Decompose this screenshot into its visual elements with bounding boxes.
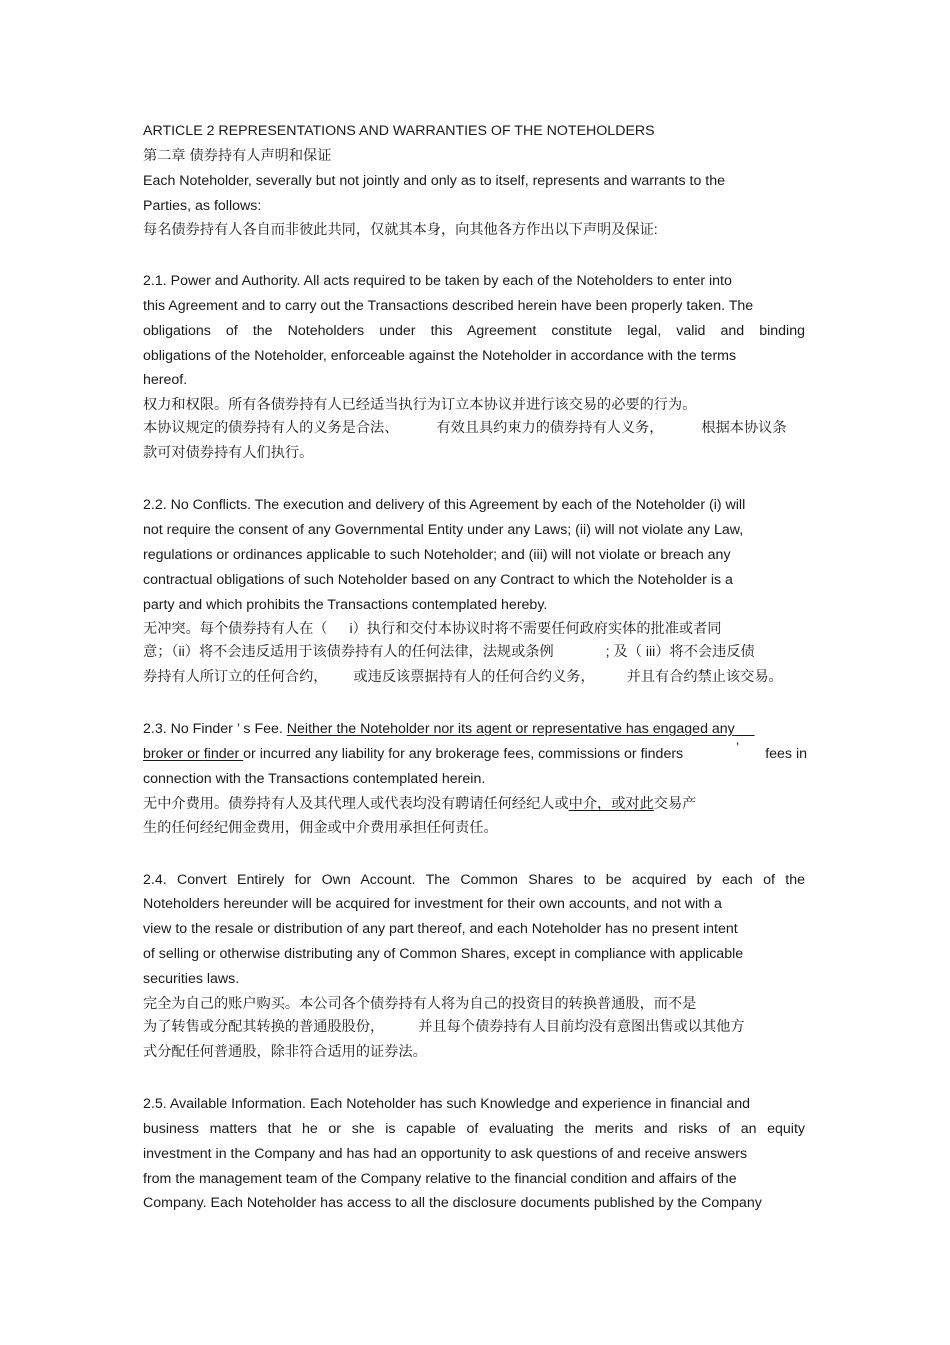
article-title-zh: 第二章 债券持有人声明和保证 bbox=[143, 148, 332, 164]
s22-zh-line-3-c: 并且有合约禁止该交易。 bbox=[626, 669, 783, 685]
s22-en-line-3: regulations or ordinances applicable to such Noteholder; and (iii) will not violate or breach any bbox=[143, 547, 731, 563]
s25-en-line-5: Company. Each Noteholder has access to all the disclosure documents published by the Company bbox=[143, 1195, 762, 1211]
s23-zh-line-1-a: 无中介费用。债券持有人及其代理人或代表均没有聘请任何经纪人或 bbox=[143, 796, 569, 812]
s23-en-line-3: connection with the Transactions contemplated herein. bbox=[143, 771, 486, 787]
s22-en-line-5: party and which prohibits the Transactions contemplated hereby. bbox=[143, 597, 548, 613]
s21-en-line-3: obligations of the Noteholders under this Agreement constitute legal, valid and binding bbox=[143, 323, 805, 339]
s24-zh-line-2 bbox=[143, 1018, 745, 1036]
s24-en-line-2: Noteholders hereunder will be acquired for investment for their own accounts, and not with a bbox=[143, 896, 722, 912]
s22-zh-line-3-b: 或违反该票据持有人的任何合约义务， bbox=[353, 669, 595, 685]
s22-zh-line-1-a: 无冲突。每个债券持有人在（ bbox=[143, 621, 328, 637]
s25-en-line-2: business matters that he or she is capable of evaluating the merits and risks of an equity bbox=[143, 1121, 805, 1137]
intro-en-line-1: Each Noteholder, severally but not jointly and only as to itself, represents and warrants to the bbox=[143, 173, 726, 189]
s21-en-line-4: obligations of the Noteholder, enforceable against the Noteholder in accordance with the terms bbox=[143, 348, 737, 364]
s22-zh-line-2 bbox=[143, 643, 755, 661]
article-title-en: ARTICLE 2 REPRESENTATIONS AND WARRANTIES OF THE NOTEHOLDERS bbox=[143, 123, 655, 139]
s22-zh-line-2-a: 意；（ii）将不会违反适用于该债券持有人的任何法律，法规或条例 bbox=[143, 644, 554, 660]
s24-en-line-1: 2.4. Convert Entirely for Own Account. The Common Shares to be acquired by each of the bbox=[143, 872, 805, 888]
s23-zh-line-1 bbox=[143, 795, 696, 813]
s23-en-line-2 bbox=[143, 740, 807, 763]
s24-en-line-3: view to the resale or distribution of any part thereof, and each Noteholder has no present intent bbox=[143, 921, 738, 937]
s24-en-line-5: securities laws. bbox=[143, 971, 240, 987]
s25-en-line-4: from the management team of the Company relative to the financial condition and affairs of the bbox=[143, 1171, 737, 1187]
s22-zh-line-3 bbox=[143, 668, 783, 686]
s23-en-line-2-underlined-2: finder bbox=[203, 746, 244, 762]
s23-zh-line-1-underlined: 中介，或对此 bbox=[568, 796, 654, 812]
s21-en-line-2: this Agreement and to carry out the Transactions described herein have been properly taken. The bbox=[143, 298, 754, 314]
intro-en-line-2: Parties, as follows: bbox=[143, 198, 262, 214]
s23-en-line-1 bbox=[143, 720, 755, 738]
s23-en-line-2-underlined-1: broker or bbox=[143, 746, 204, 762]
s24-zh-line-1: 完全为自己的账户购买。本公司各个债券持有人将为自己的投资目的转换普通股，而不是 bbox=[143, 996, 697, 1012]
s21-zh-line-2-b: 有效且具约束力的债券持有人义务， bbox=[436, 420, 664, 436]
s22-zh-line-1-b: i）执行和交付本协议时将不需要任何政府实体的批准或者同 bbox=[349, 621, 722, 637]
s23-en-line-2-b: or incurred any liability for any brokerage fees, commissions or finders bbox=[243, 746, 684, 762]
s25-en-line-1: 2.5. Available Information. Each Noteholder has such Knowledge and experience in financial and bbox=[143, 1096, 751, 1112]
s24-zh-line-3: 式分配任何普通股，除非符合适用的证券法。 bbox=[143, 1044, 427, 1060]
s23-en-line-2-d: fees in bbox=[765, 746, 807, 762]
s23-zh-line-1-b: 交易产 bbox=[653, 796, 697, 812]
s21-en-line-1: 2.1. Power and Authority. All acts required to be taken by each of the Noteholders to enter into bbox=[143, 273, 732, 289]
s21-zh-line-3: 款可对债券持有人们执行。 bbox=[143, 445, 314, 461]
s23-en-line-1-c: s Fee. bbox=[239, 721, 287, 737]
s24-zh-line-2-a: 为了转售或分配其转换的普通股股份， bbox=[143, 1019, 385, 1035]
s23-en-line-2-apostrophe: ’ bbox=[736, 740, 740, 756]
s22-en-line-4: contractual obligations of such Noteholder based on any Contract to which the Noteholder is a bbox=[143, 572, 733, 588]
s23-en-line-1-underlined: Neither the Noteholder nor its agent or representative has engaged any bbox=[286, 721, 735, 737]
s24-en-line-4: of selling or otherwise distributing any of Common Shares, except in compliance with applicable bbox=[143, 946, 744, 962]
s23-zh-line-2: 生的任何经纪佣金费用，佣金或中介费用承担任何责任。 bbox=[143, 820, 498, 836]
s21-zh-line-1: 权力和权限。所有各债券持有人已经适当执行为订立本协议并进行该交易的必要的行为。 bbox=[143, 397, 697, 413]
s23-en-line-1-a: 2.3. No Finder bbox=[143, 721, 237, 737]
s21-zh-line-2-c: 根据本协议条 bbox=[701, 420, 787, 436]
s21-zh-line-2 bbox=[143, 419, 787, 437]
s24-zh-line-2-b: 并且每个债券持有人目前均没有意图出售或以其他方 bbox=[418, 1019, 745, 1035]
s22-zh-line-2-b: ; 及（ iii）将不会违反债 bbox=[605, 644, 755, 660]
s22-zh-line-1 bbox=[143, 620, 721, 638]
s22-zh-line-3-a: 券持有人所订立的任何合约， bbox=[143, 669, 328, 685]
s21-en-line-5: hereof. bbox=[143, 372, 188, 388]
s21-zh-line-2-a: 本协议规定的债券持有人的义务是合法、 bbox=[143, 420, 399, 436]
s22-en-line-1: 2.2. No Conflicts. The execution and delivery of this Agreement by each of the Noteholder (i) will bbox=[143, 497, 746, 513]
intro-zh: 每名债券持有人各自而非彼此共同，仅就其本身，向其他各方作出以下声明及保证: bbox=[143, 222, 658, 238]
s25-en-line-3: investment in the Company and has had an opportunity to ask questions of and receive answers bbox=[143, 1146, 748, 1162]
s23-en-line-1-apostrophe: ’ bbox=[236, 721, 240, 737]
s22-en-line-2: not require the consent of any Governmental Entity under any Laws; (ii) will not violate any Law, bbox=[143, 522, 744, 538]
